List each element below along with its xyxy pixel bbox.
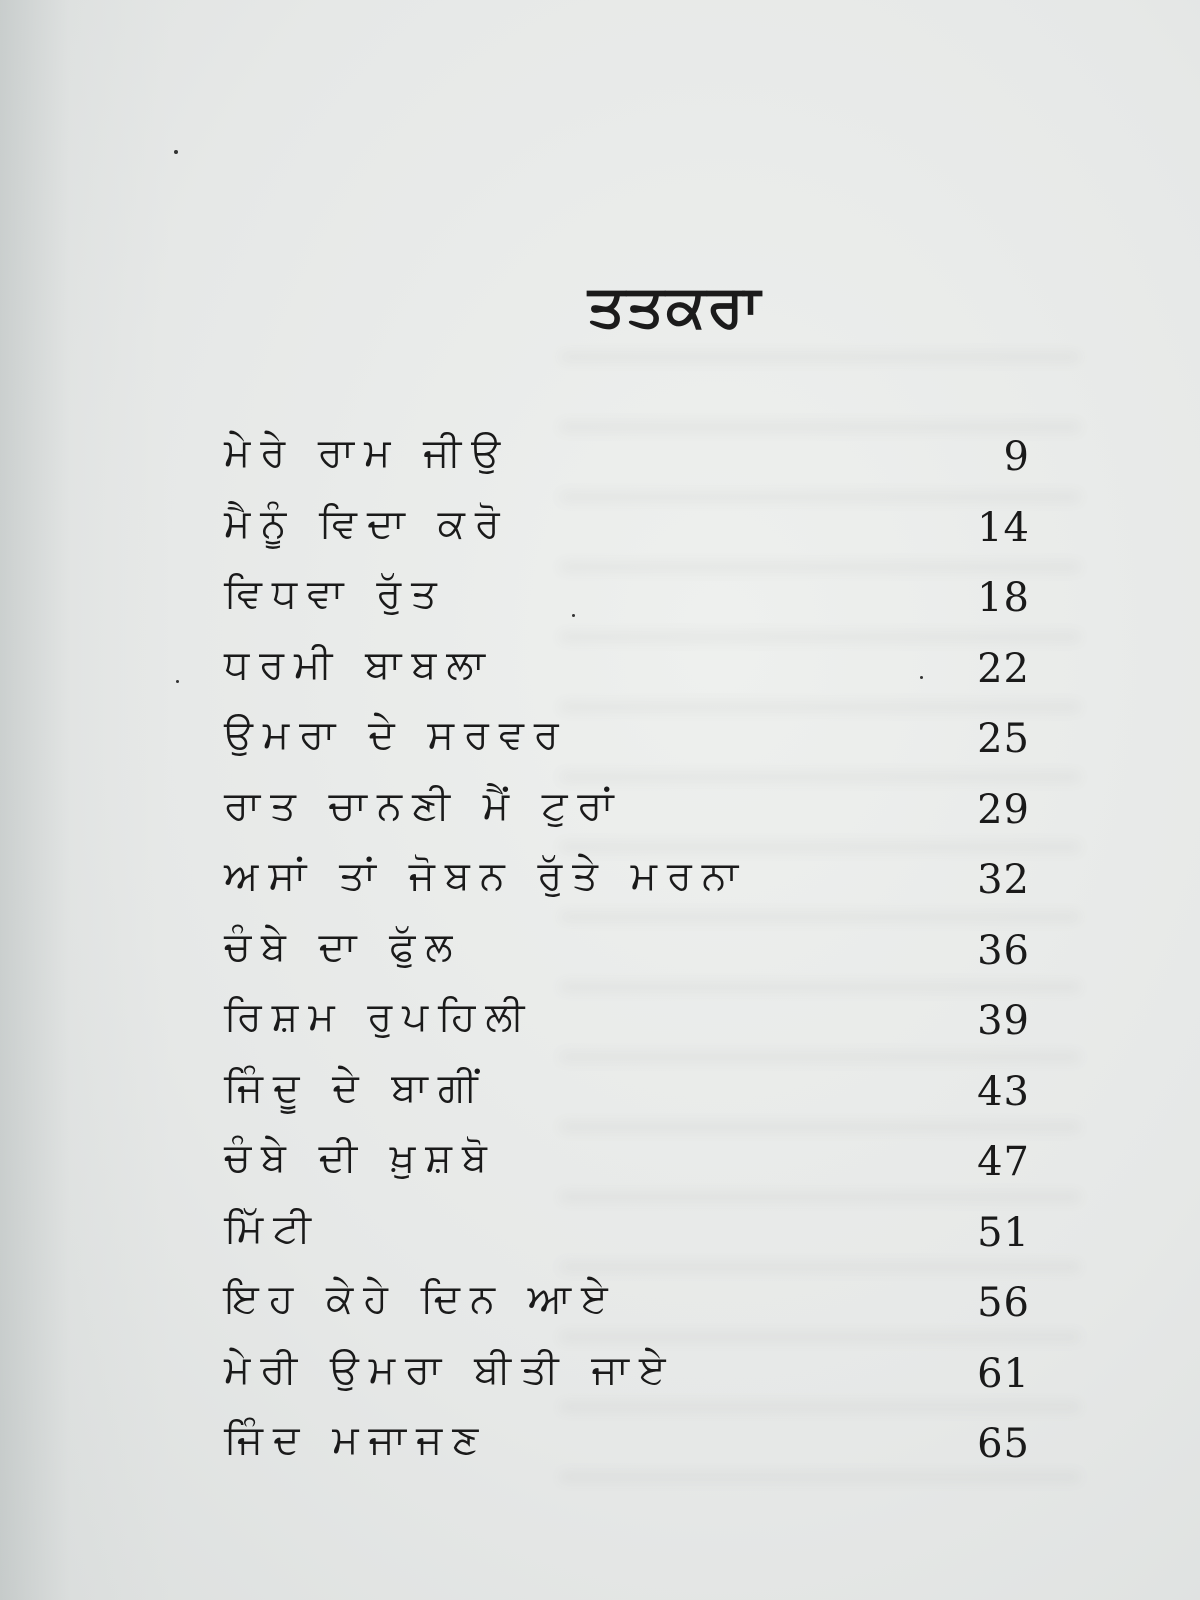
toc-entry xyxy=(220,779,1040,850)
toc-entry-title: ਰਾਤ ਚਾਨਣੀ ਮੈਂ ਟੁਰਾਂ xyxy=(224,782,624,829)
toc-entry xyxy=(220,990,1040,1061)
toc-entry-title: ਚੰਬੇ ਦੀ ਖ਼ੁਸ਼ਬੋ xyxy=(224,1135,497,1181)
toc-entry-page: 22 xyxy=(977,645,1030,692)
toc-entry-title: ਰਿਸ਼ਮ ਰੁਪਹਿਲੀ xyxy=(224,994,535,1040)
toc-entry xyxy=(220,638,1040,709)
table-of-contents xyxy=(220,426,1040,1484)
toc-entry-page: 47 xyxy=(977,1139,1030,1185)
toc-entry-title: ਮੇਰੇ ਰਾਮ ਜੀਉ xyxy=(224,430,511,476)
toc-entry-page: 32 xyxy=(977,857,1030,903)
toc-entry xyxy=(220,1413,1040,1484)
toc-entry-page: 43 xyxy=(977,1068,1030,1115)
toc-entry xyxy=(220,849,1040,920)
toc-entry-title: ਉਮਰਾ ਦੇ ਸਰਵਰ xyxy=(224,712,569,758)
toc-entry-page: 14 xyxy=(977,504,1030,551)
toc-entry xyxy=(220,1343,1040,1414)
paper-speck xyxy=(174,150,178,154)
toc-entry-title: ਮੇਰੀ ਉਮਰਾ ਬੀਤੀ ਜਾਏ xyxy=(224,1346,676,1393)
toc-entry-page: 29 xyxy=(977,786,1030,833)
toc-entry xyxy=(220,497,1040,568)
toc-entry xyxy=(220,1272,1040,1343)
toc-entry xyxy=(220,426,1040,497)
toc-entry-page: 9 xyxy=(1003,434,1030,480)
toc-entry xyxy=(220,920,1040,991)
toc-entry-page: 18 xyxy=(977,575,1030,621)
toc-entry-page: 25 xyxy=(977,716,1030,762)
toc-entry-title: ਜਿੰਦੂ ਦੇ ਬਾਗੀਂ xyxy=(224,1064,488,1111)
toc-entry xyxy=(220,708,1040,779)
toc-entry-title: ਚੰਬੇ ਦਾ ਫੁੱਲ xyxy=(224,923,463,970)
paper-speck xyxy=(176,680,179,683)
toc-entry-title: ਜਿੰਦ ਮਜਾਜਣ xyxy=(224,1417,489,1463)
toc-entry-page: 36 xyxy=(977,927,1030,974)
toc-entry-page: 65 xyxy=(977,1421,1030,1467)
toc-entry-page: 61 xyxy=(977,1350,1030,1397)
toc-entry xyxy=(220,1202,1040,1273)
toc-entry xyxy=(220,1131,1040,1202)
toc-entry-page: 56 xyxy=(977,1280,1030,1326)
toc-entry-title: ਧਰਮੀ ਬਾਬਲਾ xyxy=(224,641,495,688)
toc-entry xyxy=(220,567,1040,638)
toc-entry-title: ਅਸਾਂ ਤਾਂ ਜੋਬਨ ਰੁੱਤੇ ਮਰਨਾ xyxy=(224,853,749,899)
toc-entry-title: ਮੈਨੂੰ ਵਿਦਾ ਕਰੋ xyxy=(224,500,510,547)
toc-entry xyxy=(220,1061,1040,1132)
toc-entry-title: ਵਿਧਵਾ ਰੁੱਤ xyxy=(224,571,447,617)
toc-entry-page: 39 xyxy=(977,998,1030,1044)
toc-entry-page: 51 xyxy=(977,1209,1030,1256)
page-title: ਤਤਕਰਾ xyxy=(587,272,763,340)
toc-entry-title: ਇਹ ਕੇਹੇ ਦਿਨ ਆਏ xyxy=(224,1276,618,1322)
toc-entry-title: ਮਿੱਟੀ xyxy=(224,1205,321,1252)
